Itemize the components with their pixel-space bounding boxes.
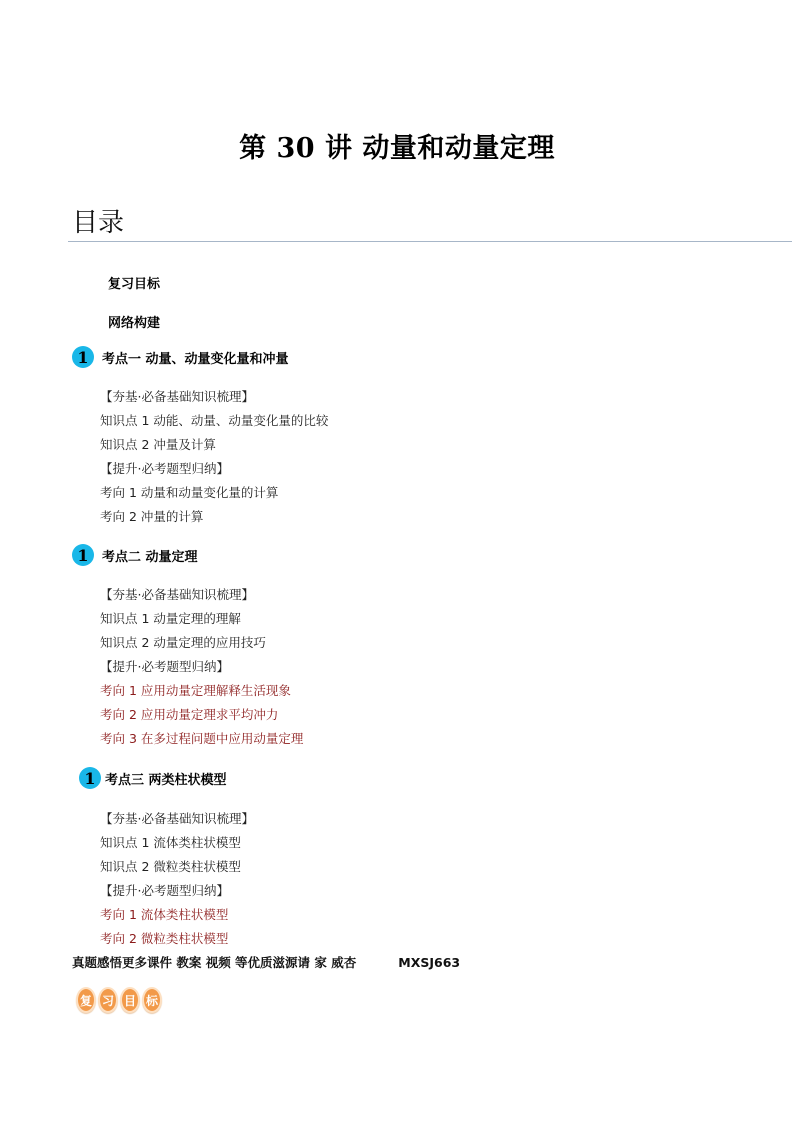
toc-item[interactable]: 考向 1 流体类柱状模型: [100, 907, 229, 922]
footer-line: [72, 953, 460, 971]
toc-item[interactable]: 【提升·必考题型归纳】: [100, 883, 229, 898]
toc-item[interactable]: 考向 1 动量和动量变化量的计算: [100, 485, 279, 500]
stamp-char: 复: [76, 987, 96, 1013]
toc-item[interactable]: 【夯基·必备基础知识梳理】: [100, 389, 254, 404]
footer-text: 真题感悟更多课件 教案 视频 等优质滋源请 家 威杏: [72, 955, 357, 970]
toc-item[interactable]: 【夯基·必备基础知识梳理】: [100, 811, 254, 826]
toc-item[interactable]: 知识点 2 冲量及计算: [100, 437, 216, 452]
toc-item[interactable]: 知识点 1 动量定理的理解: [100, 611, 241, 626]
toc-item[interactable]: 知识点 1 动能、动量、动量变化量的比较: [100, 413, 329, 428]
toc-item[interactable]: 考向 2 微粒类柱状模型: [100, 931, 229, 946]
section-label: 考点二 动量定理: [102, 549, 198, 565]
toc-item[interactable]: 【夯基·必备基础知识梳理】: [100, 587, 254, 602]
footer-code: MXSJ663: [398, 955, 461, 970]
toc-section-2[interactable]: [72, 544, 198, 566]
toc-item[interactable]: 考向 1 应用动量定理解释生活现象: [100, 683, 291, 698]
toc-item[interactable]: 知识点 2 动量定理的应用技巧: [100, 635, 266, 650]
section-label: 考点三 两类柱状模型: [105, 772, 227, 788]
stamp-char: 习: [98, 987, 118, 1013]
toc-item[interactable]: 知识点 2 微粒类柱状模型: [100, 859, 241, 874]
toc-heading: 目录: [72, 208, 125, 238]
toc-item[interactable]: 考向 3 在多过程问题中应用动量定理: [100, 731, 304, 746]
stamp-char: 标: [142, 987, 162, 1013]
toc-link-network[interactable]: 网络构建: [108, 316, 161, 331]
section-number-icon: 1: [72, 346, 94, 368]
review-goal-stamp: [76, 987, 162, 1013]
toc-item[interactable]: 知识点 1 流体类柱状模型: [100, 835, 241, 850]
toc-link-review-goal[interactable]: 复习目标: [108, 277, 161, 292]
toc-section-3[interactable]: [79, 767, 227, 789]
section-label: 考点一 动量、动量变化量和冲量: [102, 351, 289, 367]
toc-section-1[interactable]: [72, 346, 289, 368]
toc-item[interactable]: 考向 2 冲量的计算: [100, 509, 204, 524]
toc-item[interactable]: 【提升·必考题型归纳】: [100, 659, 229, 674]
section-number-icon: 1: [72, 544, 94, 566]
section-number-icon: 1: [79, 767, 101, 789]
stamp-char: 目: [120, 987, 140, 1013]
toc-item[interactable]: 【提升·必考题型归纳】: [100, 461, 229, 476]
page-title: 第 30 讲 动量和动量定理: [239, 133, 555, 164]
toc-item[interactable]: 考向 2 应用动量定理求平均冲力: [100, 707, 279, 722]
toc-divider: [68, 241, 792, 242]
